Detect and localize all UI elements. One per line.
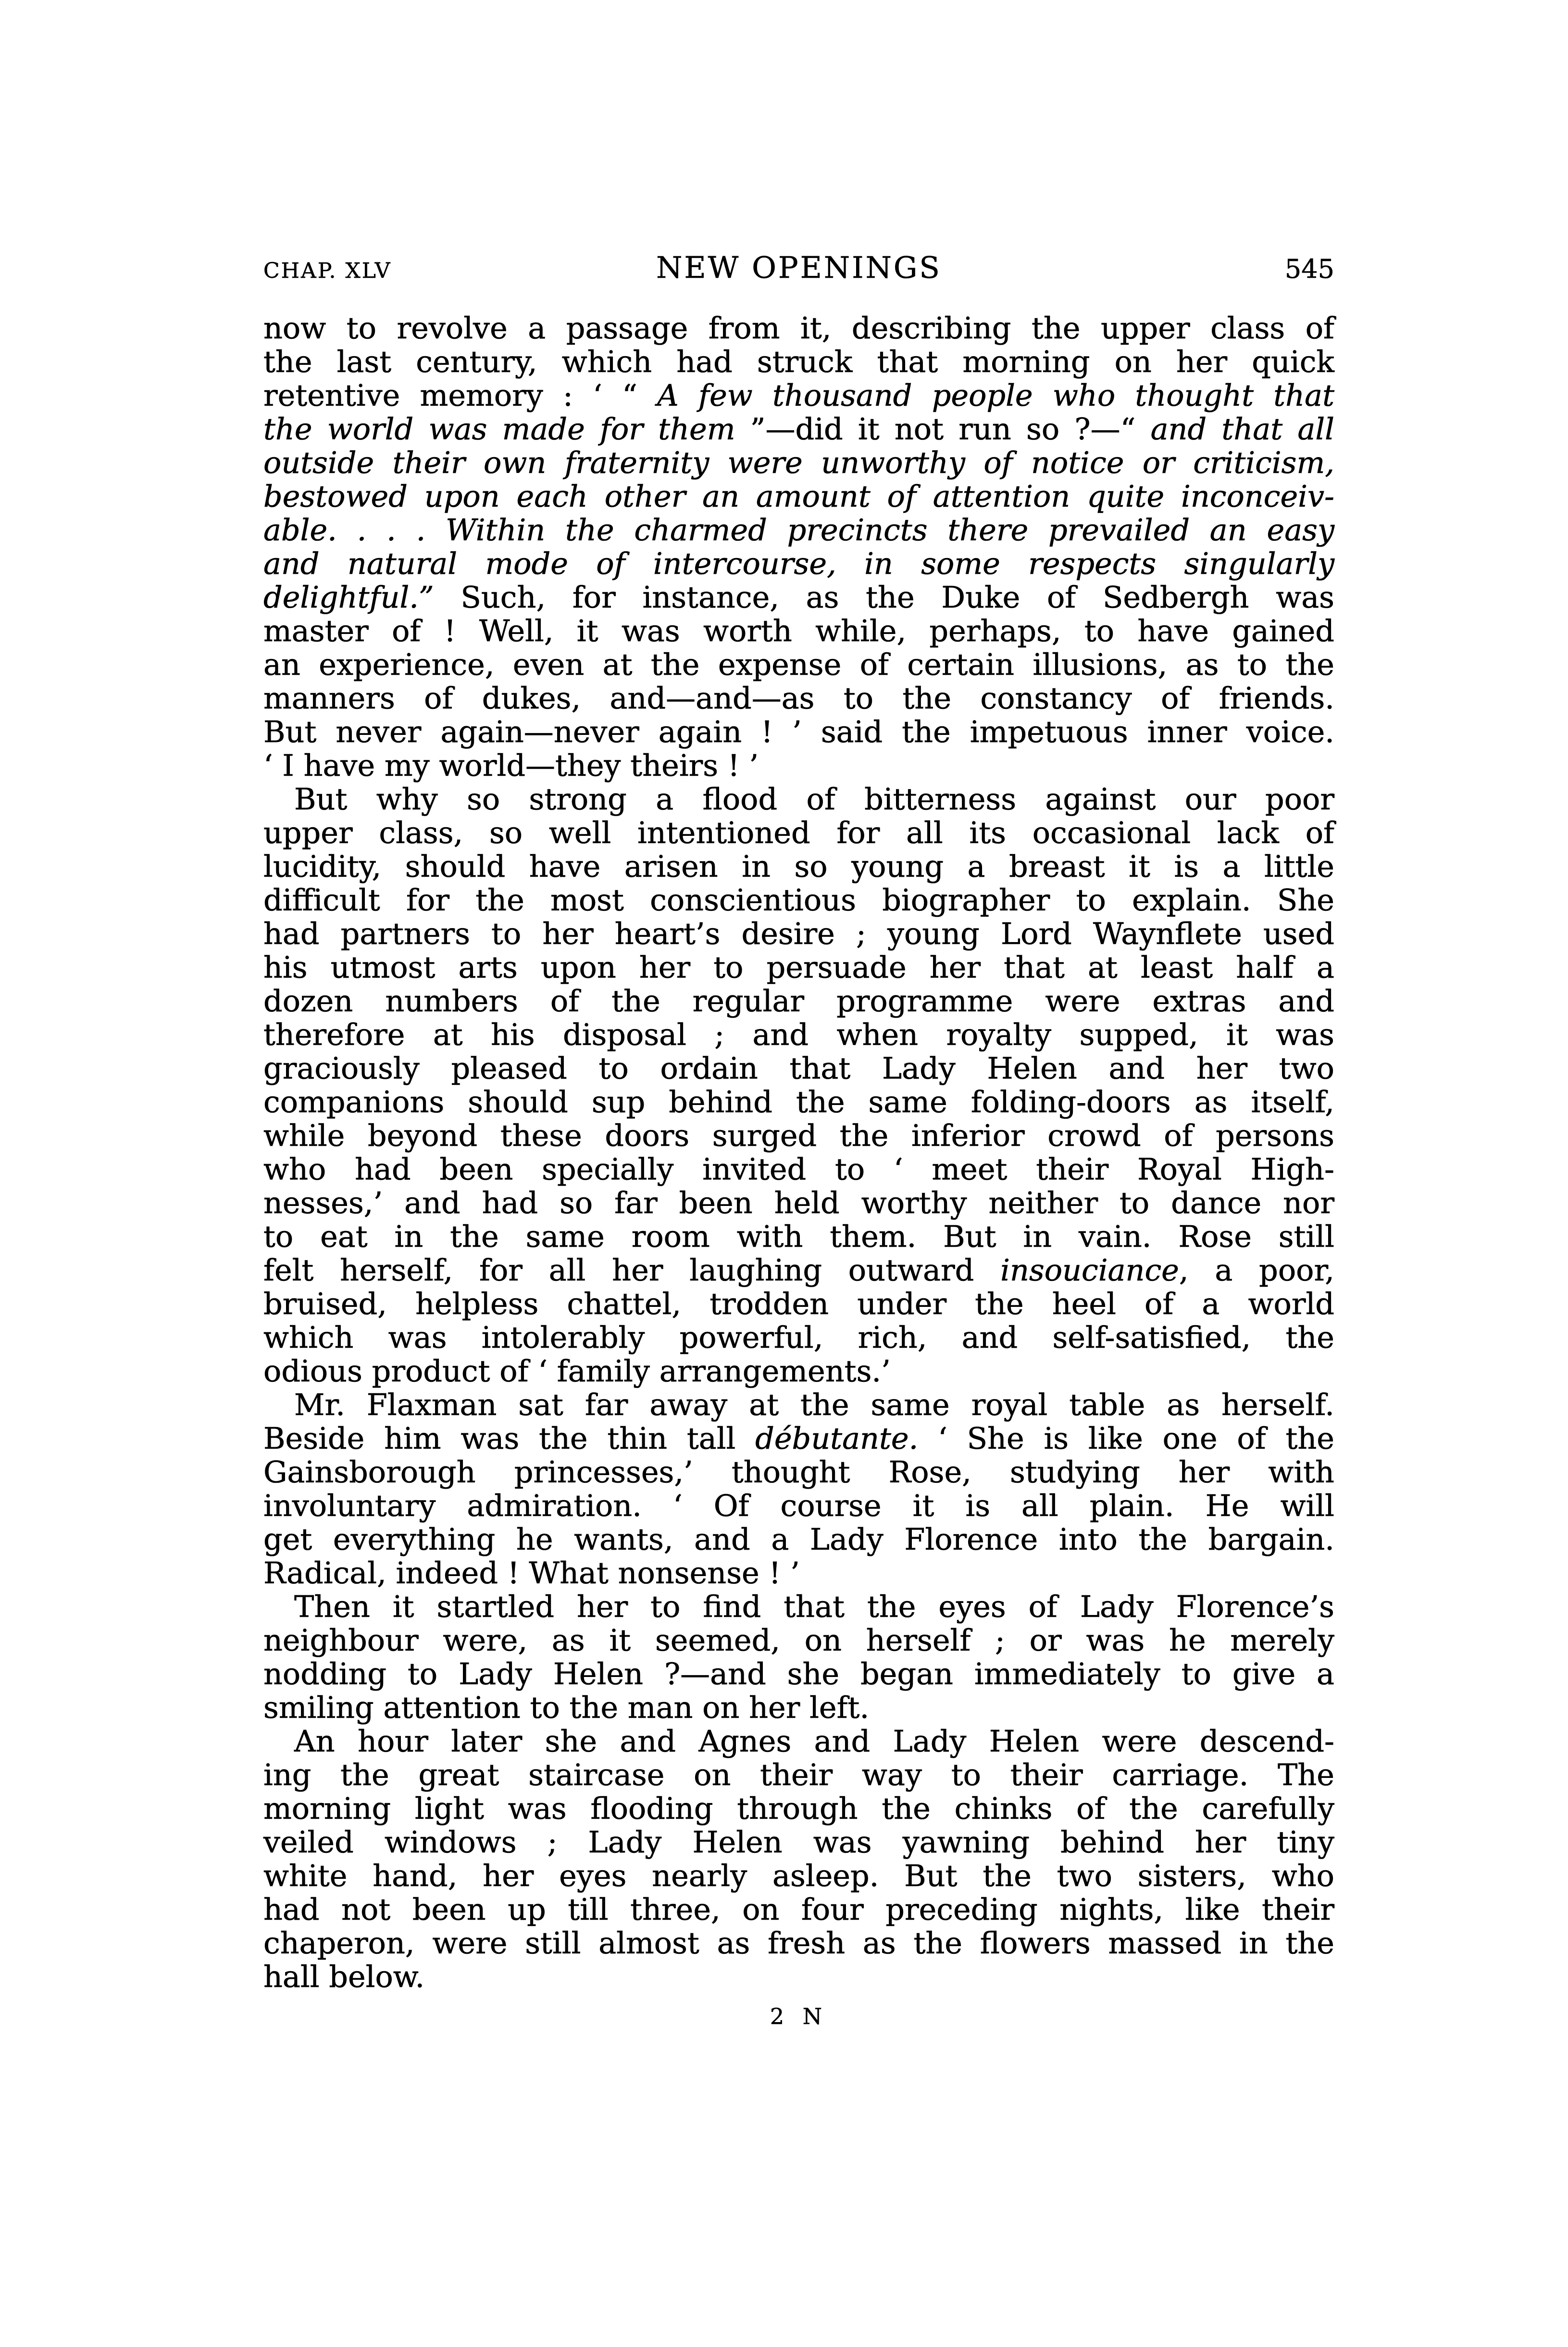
text-segment: bruised, helpless chattel, trodden under the heel of a world — [263, 1286, 1334, 1321]
text-segment: to eat in the same room with them. But in vain. Rose still — [263, 1219, 1334, 1254]
text-line — [263, 1926, 1334, 1960]
text-segment: ‘ She is like one of the — [918, 1421, 1334, 1456]
text-segment: nodding to Lady Helen ?—and she began immediately to give a — [263, 1656, 1334, 1691]
text-segment: get everything he wants, and a Lady Florence into the bargain. — [263, 1522, 1334, 1557]
italic-text-segment: the world was made for them — [263, 411, 735, 447]
text-line — [263, 1254, 1334, 1287]
text-line — [263, 513, 1334, 547]
text-segment: had not been up till three, on four preceding nights, like their — [263, 1892, 1334, 1927]
text-line — [263, 1153, 1334, 1186]
chapter-label: CHAP. XLV — [263, 259, 392, 283]
italic-text-segment: and natural mode of intercourse, in some respects singularly — [263, 546, 1334, 581]
text-line — [263, 1455, 1334, 1489]
text-segment: who had been specially invited to ‘ meet their Royal High- — [263, 1152, 1334, 1187]
page-header — [263, 250, 1334, 285]
text-segment: master of ! Well, it was worth while, perhaps, to have gained — [263, 613, 1334, 648]
text-line — [263, 951, 1334, 984]
text-line — [263, 917, 1334, 951]
text-line — [263, 1119, 1334, 1153]
text-line — [263, 581, 1334, 614]
text-segment: morning light was flooding through the chinks of the carefully — [263, 1791, 1334, 1826]
text-segment: neighbour were, as it seemed, on herself ; or was he merely — [263, 1623, 1334, 1658]
text-segment: the last century, which had struck that morning on her quick — [263, 344, 1334, 379]
text-segment: Mr. Flaxman sat far away at the same royal table as herself. — [294, 1387, 1334, 1422]
text-line — [263, 1321, 1334, 1354]
text-segment: now to revolve a passage from it, describing the upper class of — [263, 310, 1334, 346]
text-segment: Such, for instance, as the Duke of Sedbergh was — [434, 580, 1334, 615]
text-segment: dozen numbers of the regular programme were extras and — [263, 983, 1334, 1018]
text-segment: chaperon, were still almost as fresh as the flowers massed in the — [263, 1925, 1334, 1961]
text-segment: ‘ I have my world—they theirs ! ’ — [263, 748, 759, 783]
page-body — [263, 311, 1334, 1994]
text-segment: An hour later she and Agnes and Lady Helen were descend- — [294, 1724, 1334, 1759]
text-line — [263, 648, 1334, 682]
printers-signature: 2 N — [770, 2003, 828, 2029]
text-segment: Radical, indeed ! What nonsense ! ’ — [263, 1555, 800, 1590]
text-line — [263, 412, 1334, 446]
text-line — [263, 1725, 1334, 1758]
italic-text-segment: outside their own fraternity were unworthy of notice or criticism, — [263, 445, 1334, 480]
text-segment: smiling attention to the man on her left. — [263, 1690, 870, 1725]
paragraph — [263, 1590, 1334, 1725]
text-line — [263, 1657, 1334, 1691]
italic-text-segment: and that all — [1150, 411, 1334, 447]
text-line — [263, 1792, 1334, 1825]
text-segment: upper class, so well intentioned for all its occasional lack of — [263, 815, 1334, 850]
italic-text-segment: débutante. — [755, 1421, 919, 1456]
text-line — [263, 1758, 1334, 1792]
text-segment: veiled windows ; Lady Helen was yawning behind her tiny — [263, 1825, 1334, 1860]
text-line — [263, 1825, 1334, 1859]
paragraph — [263, 311, 1334, 782]
text-segment: lucidity, should have arisen in so young a breast it is a little — [263, 849, 1334, 884]
text-segment: his utmost arts upon her to persuade her that at least half a — [263, 950, 1334, 985]
text-segment: difficult for the most conscientious biographer to explain. She — [263, 882, 1334, 918]
text-segment: But never again—never again ! ’ said the impetuous inner voice. — [263, 714, 1334, 749]
text-line — [263, 480, 1334, 513]
text-line — [263, 1052, 1334, 1085]
text-segment: nesses,’ and had so far been held worthy neither to dance nor — [263, 1185, 1334, 1220]
text-line — [263, 1287, 1334, 1321]
text-line — [263, 782, 1334, 816]
text-segment: But why so strong a flood of bitterness against our poor — [294, 782, 1334, 817]
text-line — [263, 446, 1334, 480]
text-segment: which was intolerably powerful, rich, and self-satisfied, the — [263, 1320, 1334, 1355]
text-segment: involuntary admiration. ‘ Of course it is all plain. He will — [263, 1488, 1334, 1523]
text-line — [263, 1590, 1334, 1624]
text-line — [263, 816, 1334, 850]
page-number: 545 — [1284, 254, 1334, 284]
text-segment: ”—did it not run so ?—“ — [735, 411, 1151, 447]
text-segment: hall below. — [263, 1959, 425, 1994]
text-segment: odious product of ‘ family arrangements.’ — [263, 1354, 891, 1389]
text-segment: companions should sup behind the same folding-doors as itself, — [263, 1084, 1334, 1119]
text-line — [263, 883, 1334, 917]
text-segment: retentive memory : ‘ “ — [263, 378, 658, 413]
text-line — [263, 1556, 1334, 1590]
italic-text-segment: delightful.” — [263, 580, 434, 615]
text-line — [263, 682, 1334, 715]
text-line — [263, 1220, 1334, 1254]
text-line — [263, 1422, 1334, 1455]
text-line — [263, 1489, 1334, 1523]
text-line — [263, 311, 1334, 345]
text-segment: Then it startled her to find that the eyes of Lady Florence’s — [294, 1589, 1334, 1624]
italic-text-segment: bestowed upon each other an amount of attention quite inconceiv- — [263, 479, 1334, 514]
text-segment: graciously pleased to ordain that Lady Helen and her two — [263, 1051, 1334, 1086]
text-line — [263, 1085, 1334, 1119]
text-line — [263, 984, 1334, 1018]
paragraph — [263, 1388, 1334, 1590]
text-line — [263, 1388, 1334, 1422]
text-segment: Beside him was the thin tall — [263, 1421, 756, 1456]
italic-text-segment: A few thousand people who thought that — [657, 378, 1334, 413]
text-line — [263, 1186, 1334, 1220]
text-line — [263, 749, 1334, 782]
text-line — [263, 345, 1334, 379]
text-segment: Gainsborough princesses,’ thought Rose, studying her with — [263, 1454, 1334, 1490]
text-line — [263, 379, 1334, 412]
text-line — [263, 1691, 1334, 1725]
text-segment: ing the great staircase on their way to their carriage. The — [263, 1757, 1334, 1792]
text-line — [263, 1859, 1334, 1893]
running-title: NEW OPENINGS — [656, 250, 942, 285]
text-line — [263, 1523, 1334, 1556]
text-line — [263, 547, 1334, 581]
text-line — [263, 850, 1334, 883]
text-line — [263, 715, 1334, 749]
italic-text-segment: able. . . . Within the charmed precincts there prevailed an easy — [263, 512, 1334, 547]
text-segment: manners of dukes, and—and—as to the constancy of friends. — [263, 681, 1334, 716]
paragraph — [263, 782, 1334, 1388]
text-segment: had partners to her heart’s desire ; young Lord Waynflete used — [263, 916, 1334, 951]
text-line — [263, 1624, 1334, 1657]
text-line — [263, 1018, 1334, 1052]
text-segment: white hand, her eyes nearly asleep. But the two sisters, who — [263, 1858, 1334, 1893]
text-line — [263, 1354, 1334, 1388]
text-segment: while beyond these doors surged the inferior crowd of persons — [263, 1118, 1334, 1153]
text-segment: felt herself, for all her laughing outward — [263, 1253, 1001, 1288]
text-segment: therefore at his disposal ; and when royalty supped, it was — [263, 1017, 1334, 1052]
italic-text-segment: insouciance — [1000, 1253, 1179, 1288]
paragraph — [263, 1725, 1334, 1994]
text-line — [263, 614, 1334, 648]
text-line — [263, 1893, 1334, 1926]
text-segment: an experience, even at the expense of certain illusions, as to the — [263, 647, 1334, 682]
text-segment: , a poor, — [1179, 1253, 1335, 1288]
text-line — [263, 1960, 1334, 1994]
